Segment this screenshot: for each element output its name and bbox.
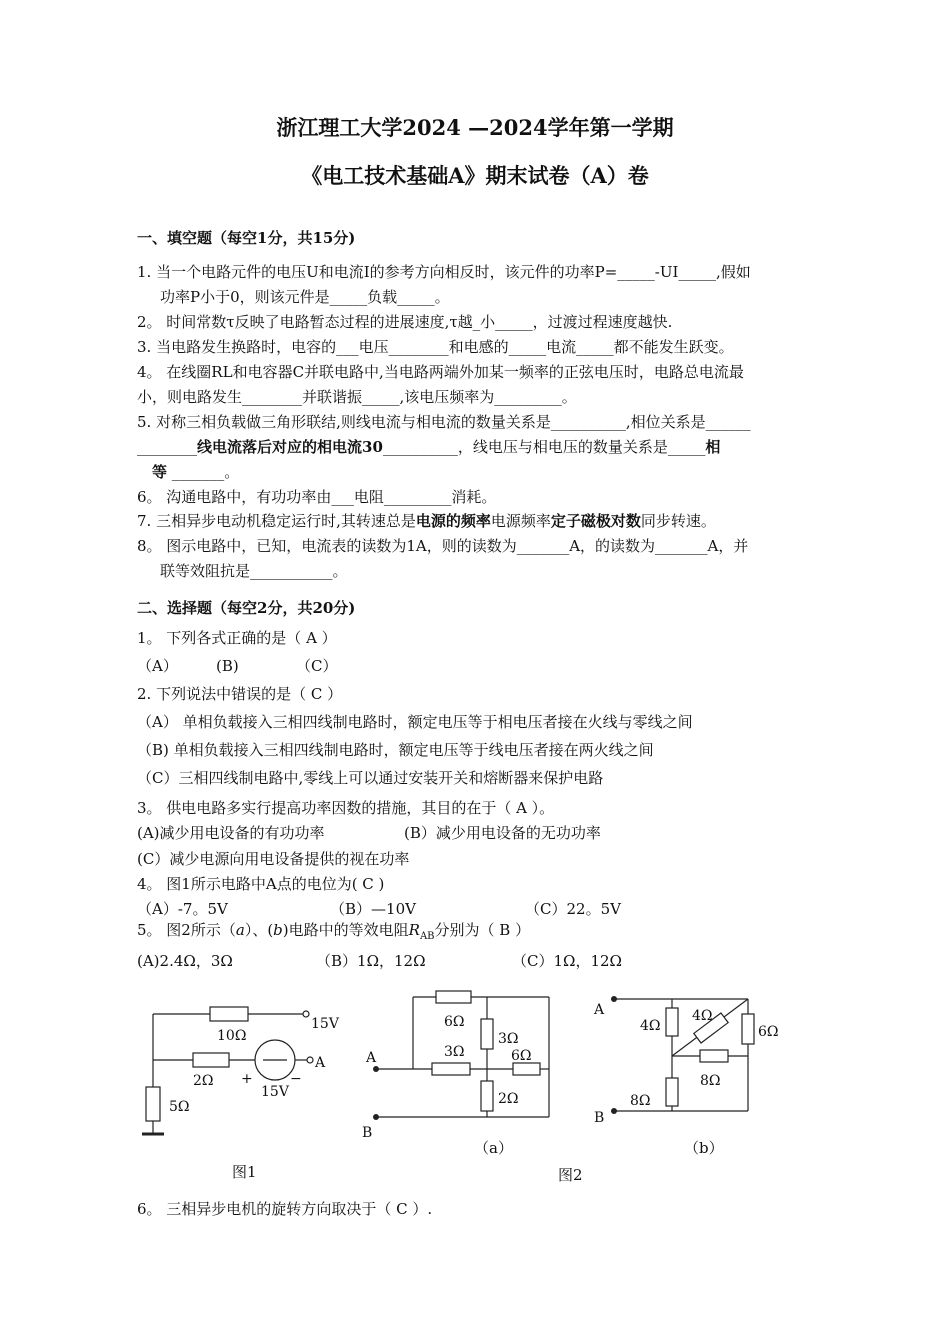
q7-line — [137, 511, 716, 531]
fig2b-label-8ohm-mid: 8Ω — [700, 1073, 721, 1089]
fig2a-label-3ohm-right: 3Ω — [498, 1031, 519, 1047]
c5-mid: ）、( — [244, 921, 274, 939]
fig2a-label-a: A — [366, 1050, 377, 1066]
q7-post: 同步转速。 — [640, 512, 716, 530]
c5-option-c: （C）1Ω，12Ω — [512, 952, 622, 970]
fig1-label-plus: + — [241, 1071, 253, 1087]
fig2b-label-a: A — [594, 1002, 605, 1018]
fig2a-label-b: B — [362, 1125, 373, 1141]
fig1-label-5ohm: 5Ω — [169, 1099, 190, 1115]
c2-option-c: （C）三相四线制电路中,零线上可以通过安装开关和熔断器来保护电路 — [137, 769, 604, 787]
fig2a-label-6ohm-right: 6Ω — [511, 1048, 532, 1064]
c2-option-a: （A） 单相负载接入三相四线制电路时，额定电压等于相电压者接在火线与零线之间 — [137, 713, 693, 731]
q5-line3 — [152, 462, 239, 482]
figure-2b-caption: （b） — [684, 1139, 724, 1157]
q5-answer-phase: 线电流落后对应的相电流30 — [197, 438, 383, 456]
fig1-label-15v-source: 15V — [261, 1084, 289, 1100]
c5-mid2: )电路中的等效电阻 — [282, 921, 409, 939]
exam-title-line1: 浙江理工大学2024 —2024学年第一学期 — [276, 115, 674, 140]
fig1-label-a: A — [315, 1055, 326, 1071]
q8-line2: 联等效阻抗是___________。 — [160, 562, 348, 580]
q5-line1: 5. 对称三相负载做三角形联结,则线电流与相电流的数量关系是__________,相位关系是______ — [137, 413, 751, 431]
fig2b-label-6ohm: 6Ω — [758, 1024, 779, 1040]
q5-blank: ________ — [137, 438, 197, 456]
c1-option-b: (B) — [216, 657, 239, 675]
fig2b-label-4ohm-left: 4Ω — [640, 1018, 661, 1034]
section2-heading: 二、选择题（每空2分，共20分) — [137, 599, 356, 617]
fig2a-label-3ohm-mid: 3Ω — [444, 1044, 465, 1060]
c6-line: 6。 三相异步电机的旋转方向取决于（ C ）. — [137, 1200, 433, 1218]
q7-mid: 电源频率 — [490, 512, 551, 530]
q7-answer-a: 电源的频率 — [415, 512, 491, 530]
c5-pre: 5。 图2所示（ — [137, 921, 236, 939]
figure-1-caption: 图1 — [232, 1163, 257, 1181]
section1-heading: 一、填空题（每空1分，共15分) — [137, 229, 356, 247]
c5-line — [137, 920, 530, 947]
c3-line: 3。 供电电路多实行提高功率因数的措施，其目的在于（ A ）。 — [137, 799, 555, 817]
c5-r-symbol: R — [408, 921, 420, 939]
c5-r-subscript: AB — [419, 931, 435, 942]
c1-option-c: （C） — [296, 657, 338, 675]
figure-2a-caption: （a） — [474, 1139, 513, 1157]
c1-option-a: （A） — [137, 657, 178, 675]
q2-line: 2。 时间常数τ反映了电路暂态过程的进展速度,τ越_小_____，过渡过程速度越快. — [137, 313, 673, 331]
figure-2-caption: 图2 — [558, 1166, 583, 1184]
fig2b-label-4ohm-diag: 4Ω — [692, 1008, 713, 1024]
c5-label-b: b — [273, 921, 283, 939]
fig2b-label-b: B — [594, 1110, 605, 1126]
q5-answer-equal-a: 相 — [705, 438, 721, 456]
c5-option-a: (A)2.4Ω，3Ω — [137, 952, 233, 970]
c4-option-a: （A）-7。5V — [137, 900, 228, 918]
c3-option-b: (B）减少用电设备的无功功率 — [404, 824, 601, 842]
c3-option-a: (A)减少用电设备的有功功率 — [137, 824, 325, 842]
fig1-label-15v-top: 15V — [311, 1016, 339, 1032]
q5-line3-rest: _______。 — [167, 463, 240, 481]
q5-line2 — [137, 437, 720, 457]
c4-line: 4。 图1所示电路中A点的电位为( C ) — [137, 875, 385, 893]
c4-option-b: （B）—10V — [330, 900, 416, 918]
q7-pre: 7. 三相异步电动机稳定运行时,其转速总是 — [137, 512, 416, 530]
q8-line1: 8。 图示电路中，已知，电流表的读数为1A，则的读数为_______A，的读数为_______A，并 — [137, 537, 749, 555]
q1-line1: 1. 当一个电路元件的电压U和电流I的参考方向相反时，该元件的功率P=_____-UI_____,假如 — [137, 263, 751, 281]
q4-line2: 小，则电路发生________并联谐振_____,该电压频率为_________。 — [137, 388, 577, 406]
c5-post: 分别为（ B ） — [434, 921, 531, 939]
c5-label-a: a — [235, 921, 245, 939]
c5-option-b: （B）1Ω，12Ω — [316, 952, 426, 970]
exam-title-line2: 《电工技术基础A》期末试卷（A）卷 — [301, 163, 649, 188]
fig1-label-2ohm: 2Ω — [193, 1073, 214, 1089]
c1-line: 1。 下列各式正确的是（ A ） — [137, 629, 337, 647]
q3-line: 3. 当电路发生换路时，电容的___电压________和电感的_____电流_____都不能发生跃变。 — [137, 338, 734, 356]
figure-2b-circuit — [588, 990, 793, 1135]
q4-line1: 4。 在线圈RL和电容器C并联电路中,当电路两端外加某一频率的正弦电压时，电路总电流最 — [137, 363, 744, 381]
fig2a-label-2ohm: 2Ω — [498, 1091, 519, 1107]
figure-1-circuit — [135, 995, 345, 1140]
c4-option-c: （C）22。5V — [525, 900, 621, 918]
q7-answer-b: 定子磁极对数 — [550, 512, 641, 530]
q5-line2-rest: __________，线电压与相电压的数量关系是_____ — [382, 438, 706, 456]
figure-2a-circuit — [358, 985, 563, 1160]
q1-line2: 功率P小于0，则该元件是_____负载_____。 — [160, 288, 450, 306]
fig1-label-10ohm: 10Ω — [217, 1028, 247, 1044]
fig1-label-minus: − — [290, 1071, 302, 1087]
q6-line: 6。 沟通电路中，有功功率由___电阻_________消耗。 — [137, 488, 497, 506]
q5-answer-equal-b: 等 — [152, 463, 168, 481]
c3-option-c: (C）减少电源向用电设备提供的视在功率 — [137, 850, 410, 868]
c2-line: 2. 下列说法中错误的是（ C ） — [137, 685, 343, 703]
fig2b-label-8ohm-low: 8Ω — [630, 1093, 651, 1109]
fig2a-label-6ohm-top: 6Ω — [444, 1014, 465, 1030]
c2-option-b: （B) 单相负载接入三相四线制电路时，额定电压等于线电压者接在两火线之间 — [137, 741, 654, 759]
